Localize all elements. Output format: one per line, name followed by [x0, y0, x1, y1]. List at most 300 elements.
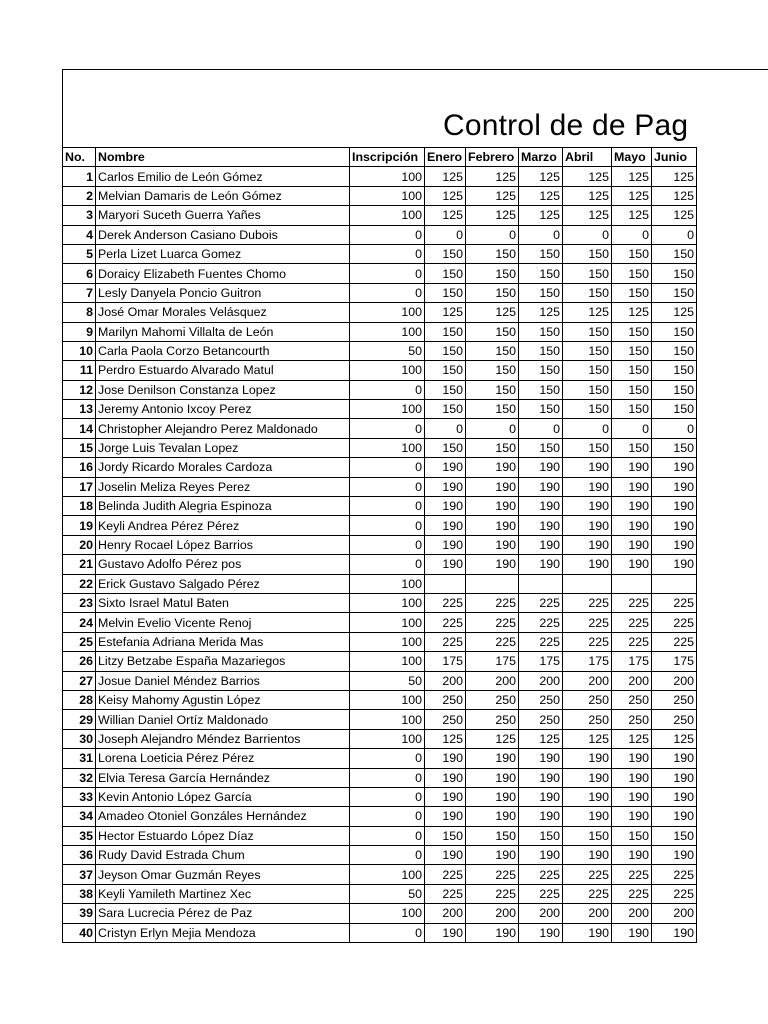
- payment-cell: 150: [519, 400, 563, 419]
- payment-cell: 125: [466, 729, 519, 748]
- inscription-cell: 100: [350, 361, 425, 380]
- payment-cell: 150: [652, 380, 697, 399]
- payment-cell: 190: [519, 923, 563, 942]
- payment-cell: 190: [466, 555, 519, 574]
- row-number: 38: [63, 884, 96, 903]
- table-row: [63, 400, 697, 419]
- student-name: Marilyn Mahomi Villalta de León: [96, 322, 350, 341]
- student-name: Sixto Israel Matul Baten: [96, 593, 350, 612]
- table-row: [63, 652, 697, 671]
- student-name: Keyli Yamileth Martinez Xec: [96, 884, 350, 903]
- payment-cell: 250: [519, 710, 563, 729]
- payment-cell: 150: [425, 264, 466, 283]
- payment-cell: 190: [652, 477, 697, 496]
- payment-cell: 225: [652, 613, 697, 632]
- inscription-cell: 100: [350, 186, 425, 205]
- payment-cell: 225: [466, 593, 519, 612]
- inscription-cell: 100: [350, 206, 425, 225]
- payment-cell: 150: [466, 264, 519, 283]
- payment-cell: 190: [652, 749, 697, 768]
- student-name: Perla Lizet Luarca Gomez: [96, 244, 350, 263]
- row-number: 20: [63, 535, 96, 554]
- payment-cell: 150: [519, 283, 563, 302]
- payment-cell: 225: [563, 593, 612, 612]
- payment-cell: 125: [652, 303, 697, 322]
- student-name: Litzy Betzabe España Mazariegos: [96, 652, 350, 671]
- inscription-cell: 0: [350, 826, 425, 845]
- payment-cell: 150: [519, 826, 563, 845]
- payment-cell: 150: [563, 264, 612, 283]
- payment-cell: 0: [652, 225, 697, 244]
- payment-cell: 190: [563, 458, 612, 477]
- student-name: Estefania Adriana Merida Mas: [96, 632, 350, 651]
- column-header: Nombre: [96, 148, 350, 167]
- payment-cell: 150: [612, 380, 652, 399]
- payment-cell: 125: [612, 729, 652, 748]
- student-name: Maryori Suceth Guerra Yañes: [96, 206, 350, 225]
- payment-cell: 190: [652, 497, 697, 516]
- payment-cell: 0: [425, 419, 466, 438]
- payment-cell: 190: [519, 497, 563, 516]
- inscription-cell: 0: [350, 244, 425, 263]
- table-row: [63, 361, 697, 380]
- inscription-cell: 0: [350, 807, 425, 826]
- table-row: [63, 884, 697, 903]
- row-number: 22: [63, 574, 96, 593]
- payment-cell: 150: [652, 264, 697, 283]
- column-header: Abril: [563, 148, 612, 167]
- student-name: Jeyson Omar Guzmán Reyes: [96, 865, 350, 884]
- inscription-cell: 100: [350, 904, 425, 923]
- payment-cell: 190: [612, 477, 652, 496]
- inscription-cell: 0: [350, 555, 425, 574]
- payment-cell: 150: [425, 826, 466, 845]
- inscription-cell: 0: [350, 419, 425, 438]
- payment-cell: 190: [425, 807, 466, 826]
- payment-cell: 190: [652, 535, 697, 554]
- inscription-cell: 100: [350, 690, 425, 709]
- column-header: Mayo: [612, 148, 652, 167]
- row-number: 14: [63, 419, 96, 438]
- inscription-cell: 0: [350, 225, 425, 244]
- row-number: 35: [63, 826, 96, 845]
- table-row: [63, 535, 697, 554]
- payment-cell: 190: [519, 846, 563, 865]
- payment-cell: 150: [466, 283, 519, 302]
- student-name: Rudy David Estrada Chum: [96, 846, 350, 865]
- student-name: Elvia Teresa García Hernández: [96, 768, 350, 787]
- table-row: [63, 264, 697, 283]
- payment-cell: 190: [425, 477, 466, 496]
- payment-cell: 125: [563, 303, 612, 322]
- payment-cell: 125: [612, 303, 652, 322]
- payment-cell: 250: [612, 710, 652, 729]
- row-number: 23: [63, 593, 96, 612]
- payment-cell: 200: [612, 904, 652, 923]
- row-number: 34: [63, 807, 96, 826]
- row-number: 30: [63, 729, 96, 748]
- payment-cell: 225: [563, 865, 612, 884]
- inscription-cell: 0: [350, 535, 425, 554]
- table-row: [63, 593, 697, 612]
- inscription-cell: 100: [350, 632, 425, 651]
- column-header: Inscripción: [350, 148, 425, 167]
- inscription-cell: 50: [350, 341, 425, 360]
- payment-cell: 190: [612, 768, 652, 787]
- inscription-cell: 0: [350, 749, 425, 768]
- inscription-cell: 0: [350, 497, 425, 516]
- student-name: Carla Paola Corzo Betancourth: [96, 341, 350, 360]
- student-name: Joseph Alejandro Méndez Barrientos: [96, 729, 350, 748]
- payment-cell: 190: [466, 477, 519, 496]
- inscription-cell: 0: [350, 923, 425, 942]
- payment-cell: 150: [612, 264, 652, 283]
- payment-cell: 200: [425, 904, 466, 923]
- payment-cell: 150: [652, 341, 697, 360]
- payment-cell: 200: [519, 904, 563, 923]
- payment-cell: 190: [563, 555, 612, 574]
- payment-cell: 150: [652, 400, 697, 419]
- payment-cell: 225: [425, 632, 466, 651]
- title-row: [62, 69, 768, 147]
- payment-cell: 125: [652, 729, 697, 748]
- payment-cell: 150: [612, 244, 652, 263]
- payment-cell: 190: [466, 807, 519, 826]
- payment-cell: 125: [652, 167, 697, 186]
- payment-cell: 150: [519, 361, 563, 380]
- payment-cell: 190: [466, 787, 519, 806]
- inscription-cell: 0: [350, 283, 425, 302]
- student-name: Lorena Loeticia Pérez Pérez: [96, 749, 350, 768]
- student-name: Amadeo Otoniel Gonzáles Hernández: [96, 807, 350, 826]
- payment-cell: 225: [612, 613, 652, 632]
- row-number: 32: [63, 768, 96, 787]
- student-name: Erick Gustavo Salgado Pérez: [96, 574, 350, 593]
- table-row: [63, 710, 697, 729]
- inscription-cell: 0: [350, 458, 425, 477]
- payment-cell: 190: [612, 516, 652, 535]
- payment-cell: 190: [652, 516, 697, 535]
- payment-cell: 190: [519, 749, 563, 768]
- payment-cell: 250: [652, 710, 697, 729]
- student-name: Willian Daniel Ortíz Maldonado: [96, 710, 350, 729]
- payment-cell: 0: [466, 225, 519, 244]
- student-name: Jose Denilson Constanza Lopez: [96, 380, 350, 399]
- student-name: Cristyn Erlyn Mejia Mendoza: [96, 923, 350, 942]
- payment-cell: 150: [612, 826, 652, 845]
- payment-cell: 175: [466, 652, 519, 671]
- payment-cell: 225: [425, 593, 466, 612]
- payment-cell: 190: [519, 807, 563, 826]
- payment-cell: 225: [466, 865, 519, 884]
- payment-cell: 190: [563, 923, 612, 942]
- payment-cell: 250: [466, 690, 519, 709]
- payment-cell: 190: [612, 807, 652, 826]
- payment-cell: 190: [425, 458, 466, 477]
- payment-cell: 225: [652, 865, 697, 884]
- payment-cell: 190: [466, 846, 519, 865]
- row-number: 27: [63, 671, 96, 690]
- payment-cell: 150: [466, 438, 519, 457]
- payment-cell: 0: [519, 225, 563, 244]
- table-row: [63, 613, 697, 632]
- row-number: 16: [63, 458, 96, 477]
- payment-cell: 190: [652, 807, 697, 826]
- table-row: [63, 186, 697, 205]
- payment-cell: 250: [519, 690, 563, 709]
- table-row: [63, 807, 697, 826]
- payment-cell: 125: [652, 186, 697, 205]
- payment-cell: 0: [466, 419, 519, 438]
- payment-cell: 225: [563, 613, 612, 632]
- payment-cell: 250: [425, 690, 466, 709]
- column-header: No.: [63, 148, 96, 167]
- payment-cell: 150: [466, 244, 519, 263]
- payment-cell: 150: [563, 438, 612, 457]
- payment-cell: 125: [425, 303, 466, 322]
- payment-cell: 190: [563, 787, 612, 806]
- payment-cell: 150: [425, 361, 466, 380]
- row-number: 6: [63, 264, 96, 283]
- payment-cell: [612, 574, 652, 593]
- inscription-cell: 0: [350, 264, 425, 283]
- student-name: Carlos Emilio de León Gómez: [96, 167, 350, 186]
- payment-cell: 175: [563, 652, 612, 671]
- payment-cell: 150: [563, 380, 612, 399]
- table-row: [63, 244, 697, 263]
- spreadsheet: [62, 69, 768, 943]
- row-number: 2: [63, 186, 96, 205]
- inscription-cell: 0: [350, 787, 425, 806]
- payment-cell: 190: [563, 768, 612, 787]
- payment-cell: 200: [612, 671, 652, 690]
- inscription-cell: 100: [350, 865, 425, 884]
- payment-cell: 225: [612, 865, 652, 884]
- payment-cell: 150: [612, 400, 652, 419]
- student-name: Lesly Danyela Poncio Guitron: [96, 283, 350, 302]
- payment-cell: 150: [563, 322, 612, 341]
- row-number: 36: [63, 846, 96, 865]
- payment-cell: 250: [425, 710, 466, 729]
- payment-cell: 250: [652, 690, 697, 709]
- row-number: 13: [63, 400, 96, 419]
- payment-cell: 225: [652, 632, 697, 651]
- payment-cell: 150: [425, 244, 466, 263]
- table-row: [63, 690, 697, 709]
- row-number: 7: [63, 283, 96, 302]
- payment-cell: 125: [612, 206, 652, 225]
- row-number: 29: [63, 710, 96, 729]
- payment-cell: 150: [612, 322, 652, 341]
- row-number: 1: [63, 167, 96, 186]
- row-number: 15: [63, 438, 96, 457]
- payment-cell: 150: [652, 361, 697, 380]
- payment-cell: 0: [425, 225, 466, 244]
- column-header: Febrero: [466, 148, 519, 167]
- student-name: Doraicy Elizabeth Fuentes Chomo: [96, 264, 350, 283]
- payment-cell: 125: [466, 167, 519, 186]
- payment-cell: 190: [652, 846, 697, 865]
- inscription-cell: 100: [350, 652, 425, 671]
- payment-cell: 150: [519, 244, 563, 263]
- student-name: Jorge Luis Tevalan Lopez: [96, 438, 350, 457]
- payment-cell: 150: [519, 341, 563, 360]
- payment-cell: 150: [652, 438, 697, 457]
- table-row: [63, 225, 697, 244]
- payment-cell: 125: [425, 167, 466, 186]
- student-name: Perdro Estuardo Alvarado Matul: [96, 361, 350, 380]
- payment-cell: 190: [652, 787, 697, 806]
- table-row: [63, 671, 697, 690]
- payment-cell: 0: [519, 419, 563, 438]
- payment-cell: 200: [563, 671, 612, 690]
- payment-cell: 125: [425, 186, 466, 205]
- payment-cell: 190: [612, 535, 652, 554]
- table-row: [63, 380, 697, 399]
- table-row: [63, 438, 697, 457]
- payment-cell: 200: [466, 904, 519, 923]
- row-number: 9: [63, 322, 96, 341]
- row-number: 37: [63, 865, 96, 884]
- student-name: Belinda Judith Alegria Espinoza: [96, 497, 350, 516]
- table-row: [63, 322, 697, 341]
- payment-cell: 150: [612, 283, 652, 302]
- student-name: Keisy Mahomy Agustin López: [96, 690, 350, 709]
- inscription-cell: 100: [350, 729, 425, 748]
- payment-cell: 225: [519, 884, 563, 903]
- payment-cell: [652, 574, 697, 593]
- row-number: 24: [63, 613, 96, 632]
- payment-cell: 190: [563, 846, 612, 865]
- row-number: 5: [63, 244, 96, 263]
- row-number: 11: [63, 361, 96, 380]
- payment-cell: 200: [519, 671, 563, 690]
- payment-cell: 125: [563, 167, 612, 186]
- inscription-cell: 100: [350, 613, 425, 632]
- table-body: [63, 167, 697, 943]
- payment-cell: 150: [563, 341, 612, 360]
- inscription-cell: 100: [350, 574, 425, 593]
- payment-cell: 150: [519, 380, 563, 399]
- row-number: 28: [63, 690, 96, 709]
- payment-cell: 225: [519, 632, 563, 651]
- payment-cell: 190: [466, 768, 519, 787]
- inscription-cell: 50: [350, 671, 425, 690]
- payment-cell: 225: [519, 865, 563, 884]
- payment-cell: 0: [563, 419, 612, 438]
- payment-cell: 0: [612, 225, 652, 244]
- payment-cell: 190: [612, 787, 652, 806]
- header-row: [63, 148, 697, 167]
- payment-cell: 150: [652, 826, 697, 845]
- payments-table: [62, 147, 697, 943]
- payment-cell: 190: [425, 749, 466, 768]
- payment-cell: 190: [466, 535, 519, 554]
- payment-cell: 150: [425, 322, 466, 341]
- student-name: Gustavo Adolfo Pérez pos: [96, 555, 350, 574]
- row-number: 21: [63, 555, 96, 574]
- payment-cell: 190: [425, 497, 466, 516]
- inscription-cell: 0: [350, 846, 425, 865]
- payment-cell: 190: [652, 923, 697, 942]
- payment-cell: 225: [612, 632, 652, 651]
- payment-cell: 225: [652, 884, 697, 903]
- table-row: [63, 865, 697, 884]
- table-row: [63, 206, 697, 225]
- payment-cell: 150: [425, 438, 466, 457]
- column-header: Enero: [425, 148, 466, 167]
- row-number: 4: [63, 225, 96, 244]
- table-row: [63, 283, 697, 302]
- table-row: [63, 923, 697, 942]
- payment-cell: 150: [466, 826, 519, 845]
- payment-cell: 190: [425, 516, 466, 535]
- payment-cell: 150: [563, 283, 612, 302]
- table-row: [63, 904, 697, 923]
- payment-cell: 150: [466, 322, 519, 341]
- payment-cell: 0: [652, 419, 697, 438]
- sheet-title: Control de de Pag: [443, 109, 689, 142]
- payment-cell: 200: [652, 671, 697, 690]
- row-number: 3: [63, 206, 96, 225]
- payment-cell: 190: [425, 535, 466, 554]
- payment-cell: 125: [466, 303, 519, 322]
- payment-cell: 125: [425, 206, 466, 225]
- payment-cell: 150: [425, 341, 466, 360]
- payment-cell: 190: [519, 477, 563, 496]
- student-name: Derek Anderson Casiano Dubois: [96, 225, 350, 244]
- inscription-cell: 50: [350, 884, 425, 903]
- row-number: 8: [63, 303, 96, 322]
- payment-cell: 0: [563, 225, 612, 244]
- payment-cell: 190: [563, 516, 612, 535]
- payment-cell: 190: [466, 458, 519, 477]
- payment-cell: 225: [652, 593, 697, 612]
- payment-cell: [563, 574, 612, 593]
- inscription-cell: 100: [350, 438, 425, 457]
- table-row: [63, 749, 697, 768]
- payment-cell: 125: [519, 303, 563, 322]
- payment-cell: 150: [563, 400, 612, 419]
- payment-cell: 190: [466, 749, 519, 768]
- payment-cell: 225: [612, 593, 652, 612]
- table-row: [63, 167, 697, 186]
- payment-cell: 190: [563, 497, 612, 516]
- payment-cell: 175: [612, 652, 652, 671]
- payment-cell: 125: [612, 167, 652, 186]
- table-row: [63, 341, 697, 360]
- payment-cell: 225: [466, 884, 519, 903]
- payment-cell: 190: [612, 749, 652, 768]
- table-row: [63, 768, 697, 787]
- table-row: [63, 303, 697, 322]
- inscription-cell: 0: [350, 768, 425, 787]
- payment-cell: 125: [466, 186, 519, 205]
- student-name: Melvin Evelio Vicente Renoj: [96, 613, 350, 632]
- row-number: 17: [63, 477, 96, 496]
- table-row: [63, 787, 697, 806]
- student-name: Jeremy Antonio Ixcoy Perez: [96, 400, 350, 419]
- payment-cell: 190: [519, 458, 563, 477]
- row-number: 39: [63, 904, 96, 923]
- payment-cell: 125: [519, 729, 563, 748]
- payment-cell: 190: [563, 535, 612, 554]
- payment-cell: 150: [519, 264, 563, 283]
- payment-cell: 150: [612, 438, 652, 457]
- row-number: 19: [63, 516, 96, 535]
- payment-cell: 125: [519, 206, 563, 225]
- payment-cell: 150: [652, 283, 697, 302]
